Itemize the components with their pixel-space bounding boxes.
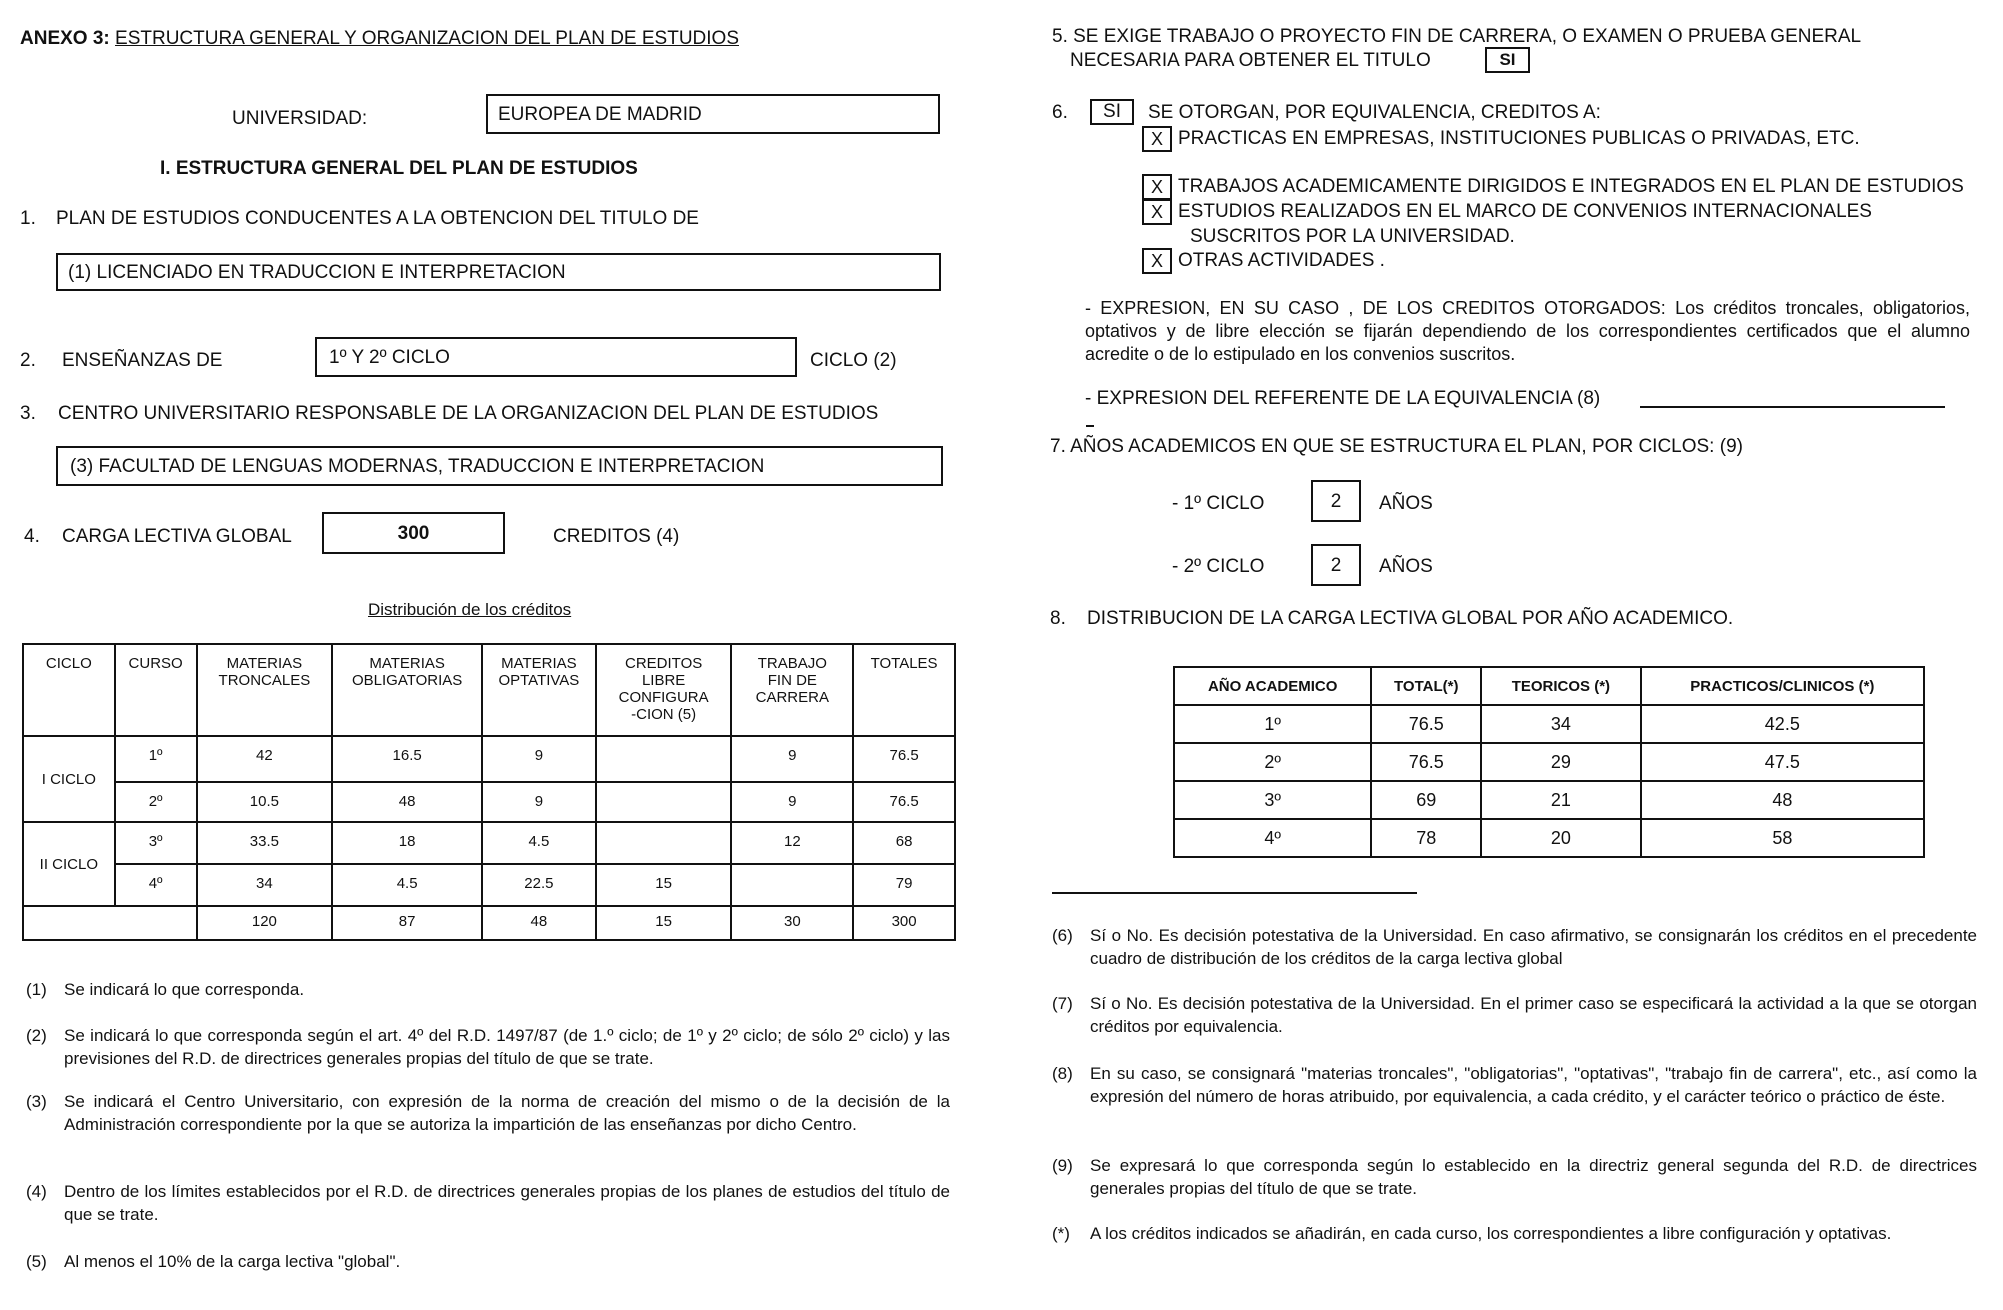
footnote-num: (2)	[26, 1026, 47, 1045]
footnote-num: (9)	[1052, 1156, 1073, 1175]
footnote-text: Al menos el 10% de la carga lectiva "global".	[64, 1252, 401, 1271]
cycle1-years: 2	[1330, 491, 1342, 512]
footnote-num: (*)	[1052, 1224, 1070, 1243]
item4-suffix: CREDITOS (4)	[553, 526, 680, 547]
total-cell: 120	[197, 906, 333, 940]
item2-num: 2.	[20, 350, 36, 371]
center-value: (3) FACULTAD DE LENGUAS MODERNAS, TRADUCCION E INTERPRETACION	[70, 456, 765, 477]
table-cell: 33.5	[197, 822, 333, 864]
university-label: UNIVERSIDAD:	[232, 108, 368, 129]
footnote-num: (5)	[26, 1252, 47, 1271]
table-cell: 4º	[1174, 819, 1371, 857]
footnote-num: (8)	[1052, 1064, 1073, 1083]
table-cell: 47.5	[1641, 743, 1924, 781]
item3-num: 3.	[20, 403, 36, 424]
annex-heading	[20, 28, 739, 50]
table-cell: 4.5	[482, 822, 596, 864]
table-cell: 78	[1371, 819, 1481, 857]
cycle2-label: - 2º CICLO	[1172, 556, 1265, 577]
item3-text: CENTRO UNIVERSITARIO RESPONSABLE DE LA ORGANIZACION DEL PLAN DE ESTUDIOS	[58, 403, 879, 424]
item6-text: SE OTORGAN, POR EQUIVALENCIA, CREDITOS A:	[1148, 102, 1601, 123]
reference-blank-line	[1640, 406, 1945, 408]
item7-text: 7. AÑOS ACADEMICOS EN QUE SE ESTRUCTURA EL PLAN, POR CICLOS: (9)	[1050, 436, 1743, 457]
table-row	[23, 864, 955, 906]
table-cell: 29	[1481, 743, 1641, 781]
header-libre-configuracion: CREDITOS LIBRE CONFIGURA -CION (5)	[596, 644, 732, 736]
distribution-title: Distribución de los créditos	[368, 600, 572, 619]
item4-num: 4.	[24, 526, 40, 547]
center-field	[56, 446, 943, 486]
footnote-text: Se indicará lo que corresponda.	[64, 980, 305, 999]
footnote-text: A los créditos indicados se añadirán, en cada curso, los correspondientes a libre configuración y optativas.	[1090, 1224, 1892, 1243]
equiv-option	[1142, 199, 1872, 225]
footnote-separator	[1052, 892, 1417, 894]
option-continuation: SUSCRITOS POR LA UNIVERSIDAD.	[1190, 226, 1515, 247]
header-teoricos: TEORICOS (*)	[1481, 667, 1641, 705]
table-cell: 18	[332, 822, 482, 864]
table-cell: 34	[1481, 705, 1641, 743]
checkbox-mark: X	[1142, 174, 1172, 200]
footnote-text: Sí o No. Es decisión potestativa de la Universidad. En caso afirmativo, se consignarán los créditos en el precedente cuadro de distribución de los créditos de la carga lectiva global	[1090, 926, 1977, 968]
table-cell: 4º	[115, 864, 197, 906]
table-cell: 21	[1481, 781, 1641, 819]
table-cell: 10.5	[197, 782, 333, 822]
table-cell: 3º	[1174, 781, 1371, 819]
equivalence-reference: - EXPRESION DEL REFERENTE DE LA EQUIVALENCIA (8)	[1085, 388, 1601, 409]
item2-suffix: CICLO (2)	[810, 350, 897, 371]
table-cell: 22.5	[482, 864, 596, 906]
equiv-option	[1142, 248, 1385, 274]
load-value: 300	[397, 523, 430, 544]
table-cell: 76.5	[1371, 743, 1481, 781]
table-cell: 9	[482, 782, 596, 822]
checkbox-mark: X	[1142, 126, 1172, 152]
total-cell: 87	[332, 906, 482, 940]
stray-dash	[1086, 425, 1094, 427]
table-row	[23, 822, 955, 864]
equiv-option	[1142, 126, 1860, 152]
university-field	[486, 94, 940, 134]
header-trabajo-fin-carrera: TRABAJO FIN DE CARRERA	[731, 644, 853, 736]
table-cell: 9	[731, 736, 853, 782]
annual-header-row	[1174, 667, 1924, 705]
footnote-num: (3)	[26, 1092, 47, 1111]
cycle-field	[315, 337, 797, 377]
table-cell: 68	[853, 822, 955, 864]
cycle2-years: 2	[1330, 555, 1342, 576]
header-ano: AÑO ACADEMICO	[1174, 667, 1371, 705]
distribution-table	[22, 643, 956, 941]
table-cell: 4.5	[332, 864, 482, 906]
footnote	[1052, 992, 1977, 1038]
table-row	[23, 782, 955, 822]
table-row	[1174, 705, 1924, 743]
equiv-option	[1142, 174, 1964, 200]
footnote-num: (7)	[1052, 994, 1073, 1013]
table-cell: 1º	[1174, 705, 1371, 743]
footnote-text: Se expresará lo que corresponda según lo establecido en la directriz general segunda del R.D. de directrices generales propias del título de que se trate.	[1090, 1156, 1977, 1198]
table-row	[1174, 781, 1924, 819]
item2-text: ENSEÑANZAS DE	[62, 350, 223, 371]
table-cell: 76.5	[853, 782, 955, 822]
checkbox-mark: X	[1142, 199, 1172, 225]
table-cell: 34	[197, 864, 333, 906]
table-cell: 16.5	[332, 736, 482, 782]
load-field	[322, 512, 505, 554]
footnote	[26, 1250, 950, 1273]
degree-field	[56, 253, 941, 291]
footnote-num: (6)	[1052, 926, 1073, 945]
footnote-text: Se indicará el Centro Universitario, con expresión de la norma de creación del mismo o de la decisión de la Administración correspondiente por la que se autoriza la impartición de las enseñanzas por dicho Centro.	[64, 1092, 950, 1134]
cycle-cell: II CICLO	[23, 822, 115, 906]
item5-line1: 5. SE EXIGE TRABAJO O PROYECTO FIN DE CARRERA, O EXAMEN O PRUEBA GENERAL	[1052, 26, 1862, 47]
footnote	[1052, 924, 1977, 970]
table-cell	[596, 736, 732, 782]
checkbox-mark: X	[1142, 248, 1172, 274]
footnote-num: (1)	[26, 980, 47, 999]
footnote-text: Se indicará lo que corresponda según el art. 4º del R.D. 1497/87 (de 1.º ciclo; de 1º y 2º ciclo; de sólo 2º ciclo) y las previsiones del R.D. de directrices generales propias del título de que se trate.	[64, 1026, 950, 1068]
distribution-header-row	[23, 644, 955, 736]
cycle1-label: - 1º CICLO	[1172, 493, 1265, 514]
header-practicos: PRACTICOS/CLINICOS (*)	[1641, 667, 1924, 705]
section-title: I. ESTRUCTURA GENERAL DEL PLAN DE ESTUDIOS	[160, 158, 638, 179]
header-troncales: MATERIAS TRONCALES	[197, 644, 333, 736]
item6-value-text: SI	[1103, 101, 1121, 122]
footnote	[26, 1024, 950, 1070]
table-row	[1174, 819, 1924, 857]
total-cell: 15	[596, 906, 732, 940]
option-label: TRABAJOS ACADEMICAMENTE DIRIGIDOS E INTEGRADOS EN EL PLAN DE ESTUDIOS	[1178, 176, 1964, 198]
table-cell	[596, 782, 732, 822]
item5-line2: NECESARIA PARA OBTENER EL TITULO	[1070, 50, 1431, 71]
degree-value: (1) LICENCIADO EN TRADUCCION E INTERPRETACION	[68, 262, 566, 283]
table-cell: 2º	[1174, 743, 1371, 781]
option-label: PRACTICAS EN EMPRESAS, INSTITUCIONES PUBLICAS O PRIVADAS, ETC.	[1178, 128, 1860, 150]
table-cell: 15	[596, 864, 732, 906]
table-cell: 76.5	[853, 736, 955, 782]
annex-label: ANEXO 3:	[20, 28, 110, 49]
annual-load-table	[1173, 666, 1925, 858]
table-cell: 48	[1641, 781, 1924, 819]
header-optativas: MATERIAS OPTATIVAS	[482, 644, 596, 736]
table-cell: 79	[853, 864, 955, 906]
table-row	[1174, 743, 1924, 781]
cycle1-unit: AÑOS	[1379, 493, 1433, 514]
item6-num: 6.	[1052, 102, 1068, 123]
table-cell: 9	[482, 736, 596, 782]
footnote-num: (4)	[26, 1182, 47, 1201]
footnote	[1052, 1222, 1977, 1245]
table-cell	[596, 822, 732, 864]
table-cell: 2º	[115, 782, 197, 822]
footnote	[1052, 1062, 1977, 1108]
item1-num: 1.	[20, 208, 36, 229]
footnote-text: En su caso, se consignará "materias troncales", "obligatorias", "optativas", "trabajo fin de carrera", etc., así como la expresión del número de horas atribuido, por equivalencia, a cada crédito, y el carácter teórico o práctico de éste.	[1090, 1064, 1977, 1106]
item6-value	[1090, 99, 1134, 125]
header-totales: TOTALES	[853, 644, 955, 736]
table-cell: 3º	[115, 822, 197, 864]
table-cell	[731, 864, 853, 906]
table-cell: 1º	[115, 736, 197, 782]
cycle2-years-box	[1311, 544, 1361, 586]
total-cell: 30	[731, 906, 853, 940]
total-cell: 48	[482, 906, 596, 940]
header-ciclo: CICLO	[23, 644, 115, 736]
item5-value-text: SI	[1499, 50, 1516, 69]
credits-expression: - EXPRESION, EN SU CASO , DE LOS CREDITOS OTORGADOS: Los créditos troncales, obligatorios, optativos y de libre elección se fijarán dependiendo de los correspondientes certificados que el alumno acredite o de lo estipulado en los convenios suscritos.	[1085, 298, 1970, 364]
totals-row	[23, 906, 955, 940]
annex-title: ESTRUCTURA GENERAL Y ORGANIZACION DEL PLAN DE ESTUDIOS	[115, 28, 739, 49]
cycle-value: 1º Y 2º CICLO	[329, 347, 450, 368]
header-obligatorias: MATERIAS OBLIGATORIAS	[332, 644, 482, 736]
option-label: ESTUDIOS REALIZADOS EN EL MARCO DE CONVENIOS INTERNACIONALES	[1178, 201, 1872, 223]
cycle-cell: I CICLO	[23, 736, 115, 822]
option-label: OTRAS ACTIVIDADES .	[1178, 250, 1385, 272]
footnote	[1052, 1154, 1977, 1200]
table-row	[23, 736, 955, 782]
footnote-text: Dentro de los límites establecidos por el R.D. de directrices generales propias de los planes de estudios del título de que se trate.	[64, 1182, 950, 1224]
item8-num: 8.	[1050, 608, 1066, 629]
table-cell: 9	[731, 782, 853, 822]
item4-text: CARGA LECTIVA GLOBAL	[62, 526, 292, 547]
table-cell	[23, 906, 197, 940]
table-cell: 42	[197, 736, 333, 782]
table-cell: 20	[1481, 819, 1641, 857]
footnote	[26, 1180, 950, 1226]
table-cell: 69	[1371, 781, 1481, 819]
cycle1-years-box	[1311, 480, 1361, 522]
item8-text: DISTRIBUCION DE LA CARGA LECTIVA GLOBAL POR AÑO ACADEMICO.	[1087, 608, 1734, 629]
university-value: EUROPEA DE MADRID	[498, 104, 702, 125]
table-cell: 42.5	[1641, 705, 1924, 743]
header-curso: CURSO	[115, 644, 197, 736]
total-cell: 300	[853, 906, 955, 940]
cycle2-unit: AÑOS	[1379, 556, 1433, 577]
header-total: TOTAL(*)	[1371, 667, 1481, 705]
footnote	[26, 1090, 950, 1136]
footnote	[26, 978, 950, 1001]
table-cell: 48	[332, 782, 482, 822]
table-cell: 58	[1641, 819, 1924, 857]
table-cell: 76.5	[1371, 705, 1481, 743]
footnote-text: Sí o No. Es decisión potestativa de la Universidad. En el primer caso se especificará la actividad a la que se otorgan créditos por equivalencia.	[1090, 994, 1977, 1036]
item1-text: PLAN DE ESTUDIOS CONDUCENTES A LA OBTENCION DEL TITULO DE	[56, 208, 699, 229]
item5-value	[1485, 47, 1530, 73]
table-cell: 12	[731, 822, 853, 864]
